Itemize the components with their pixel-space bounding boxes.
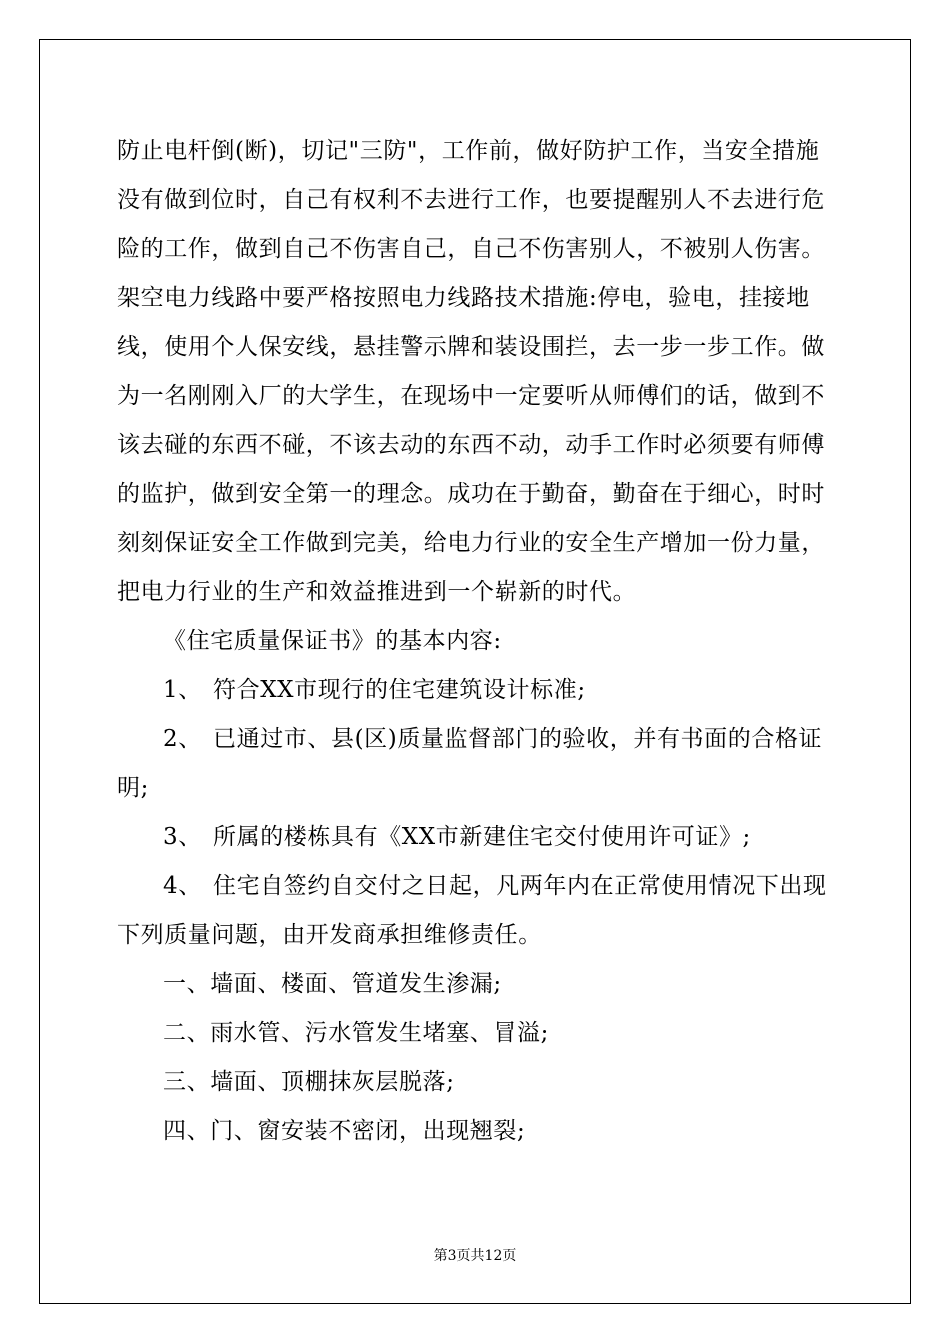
page-number: 第3页 — [433, 1248, 471, 1264]
text-line: 把电力行业的生产和效益推进到一个崭新的时代。 — [117, 579, 637, 605]
list-text: 所属的楼栋具有《XX市新建住宅交付使用许可证》; — [213, 824, 751, 850]
sub-item-2: 二、雨水管、污水管发生堵塞、冒溢; — [163, 1020, 549, 1046]
list-text: 符合XX市现行的住宅建筑设计标准; — [213, 677, 586, 703]
text-line: 险的工作，做到自己不伤害自己，自己不伤害别人，不被别人伤害。 — [117, 236, 825, 262]
list-item-2-continuation: 明; — [117, 775, 149, 801]
page-footer — [0, 1245, 950, 1265]
list-number: 4、 — [163, 873, 202, 899]
list-item-2 — [117, 715, 833, 764]
sub-item-3: 三、墙面、顶棚抹灰层脱落; — [163, 1069, 455, 1095]
list-text: 住宅自签约自交付之日起，凡两年内在正常使用情况下出现 — [213, 873, 827, 899]
list-number: 3、 — [163, 824, 202, 850]
text-line: 为一名刚刚入厂的大学生，在现场中一定要听从师傅们的话，做到不 — [117, 383, 825, 409]
document-body — [117, 127, 833, 1156]
text-line: 刻刻保证安全工作做到完美，给电力行业的安全生产增加一份力量， — [117, 530, 825, 556]
sub-item-4: 四、门、窗安装不密闭，出现翘裂; — [163, 1118, 526, 1144]
sub-item-1: 一、墙面、楼面、管道发生渗漏; — [163, 971, 502, 997]
text-line: 线，使用个人保安线，悬挂警示牌和装设围拦，去一步一步工作。做 — [117, 334, 825, 360]
section-heading: 《住宅质量保证书》的基本内容: — [163, 628, 502, 654]
text-line: 架空电力线路中要严格按照电力线路技术措施:停电，验电，挂接地 — [117, 285, 810, 311]
text-line: 的监护，做到安全第一的理念。成功在于勤奋，勤奋在于细心，时时 — [117, 481, 825, 507]
list-text: 已通过市、县(区)质量监督部门的验收，并有书面的合格证 — [213, 726, 823, 752]
list-number: 2、 — [163, 726, 202, 752]
page-total: 共12页 — [470, 1248, 517, 1264]
list-item-4-continuation: 下列质量问题，由开发商承担维修责任。 — [117, 922, 542, 948]
text-line: 防止电杆倒(断)，切记"三防"，工作前，做好防护工作，当安全措施 — [117, 138, 820, 164]
list-item-3 — [117, 813, 833, 862]
text-line: 该去碰的东西不碰，不该去动的东西不动，动手工作时必须要有师傅 — [117, 432, 825, 458]
list-item-4 — [117, 862, 833, 911]
list-number: 1、 — [163, 677, 202, 703]
text-line: 没有做到位时，自己有权利不去进行工作，也要提醒别人不去进行危 — [117, 187, 825, 213]
list-item-1 — [117, 666, 833, 715]
